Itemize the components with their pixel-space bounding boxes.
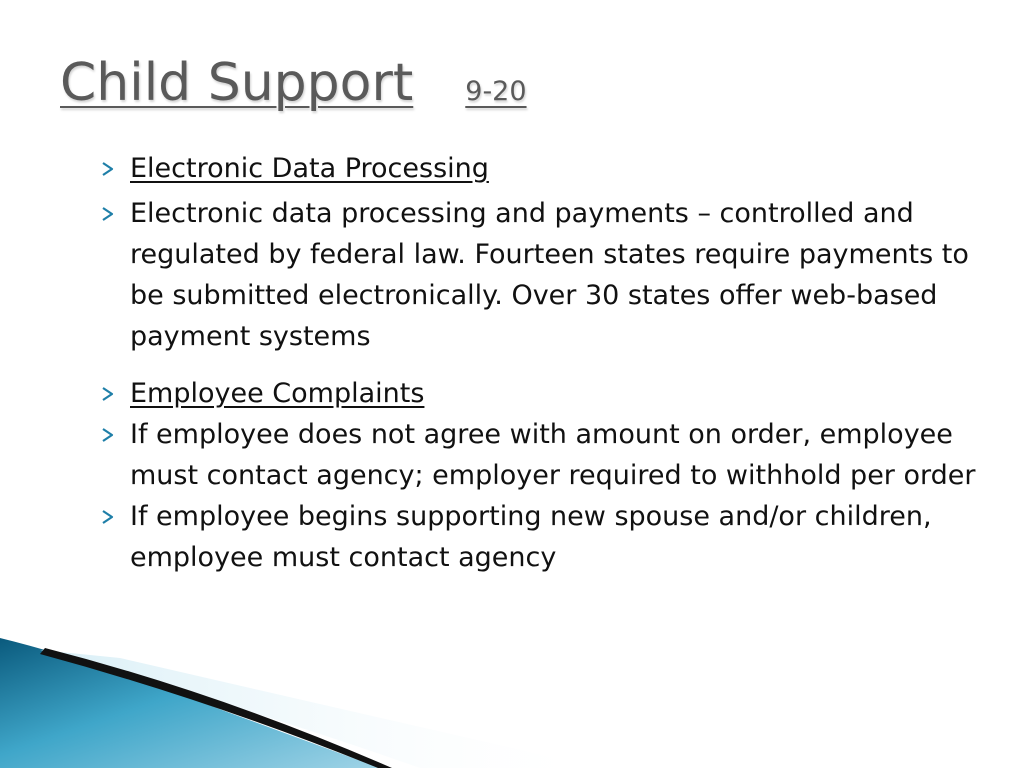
title-text: Child Support <box>60 53 414 113</box>
bullet-list <box>100 148 980 578</box>
chevron-right-icon <box>100 427 116 443</box>
bullet-item-heading-complaints <box>100 373 980 414</box>
chevron-right-icon <box>100 509 116 525</box>
bullet-item-edp-description <box>100 193 980 357</box>
bullet-text: Electronic data processing and payments – controlled and regulated by federal law. Fourteen states require payments to be submitted electronically. Over 30 states offer web-based payment systems <box>130 198 969 352</box>
bullet-text: If employee does not agree with amount on order, employee must contact agency; employer required to withhold per order <box>130 419 976 491</box>
bullet-text: Electronic Data Processing <box>130 153 489 184</box>
slide-title <box>60 52 527 114</box>
chevron-right-icon <box>100 161 116 177</box>
bullet-item-new-spouse <box>100 496 980 578</box>
chevron-right-icon <box>100 386 116 402</box>
bullet-item-disagree-amount <box>100 414 980 496</box>
title-number: 9-20 <box>465 76 527 107</box>
decorative-wave <box>0 638 1024 768</box>
bullet-item-heading-edp <box>100 148 980 189</box>
bullet-text: Employee Complaints <box>130 378 425 409</box>
bullet-text: If employee begins supporting new spouse and/or children, employee must contact agency <box>130 501 932 573</box>
chevron-right-icon <box>100 206 116 222</box>
